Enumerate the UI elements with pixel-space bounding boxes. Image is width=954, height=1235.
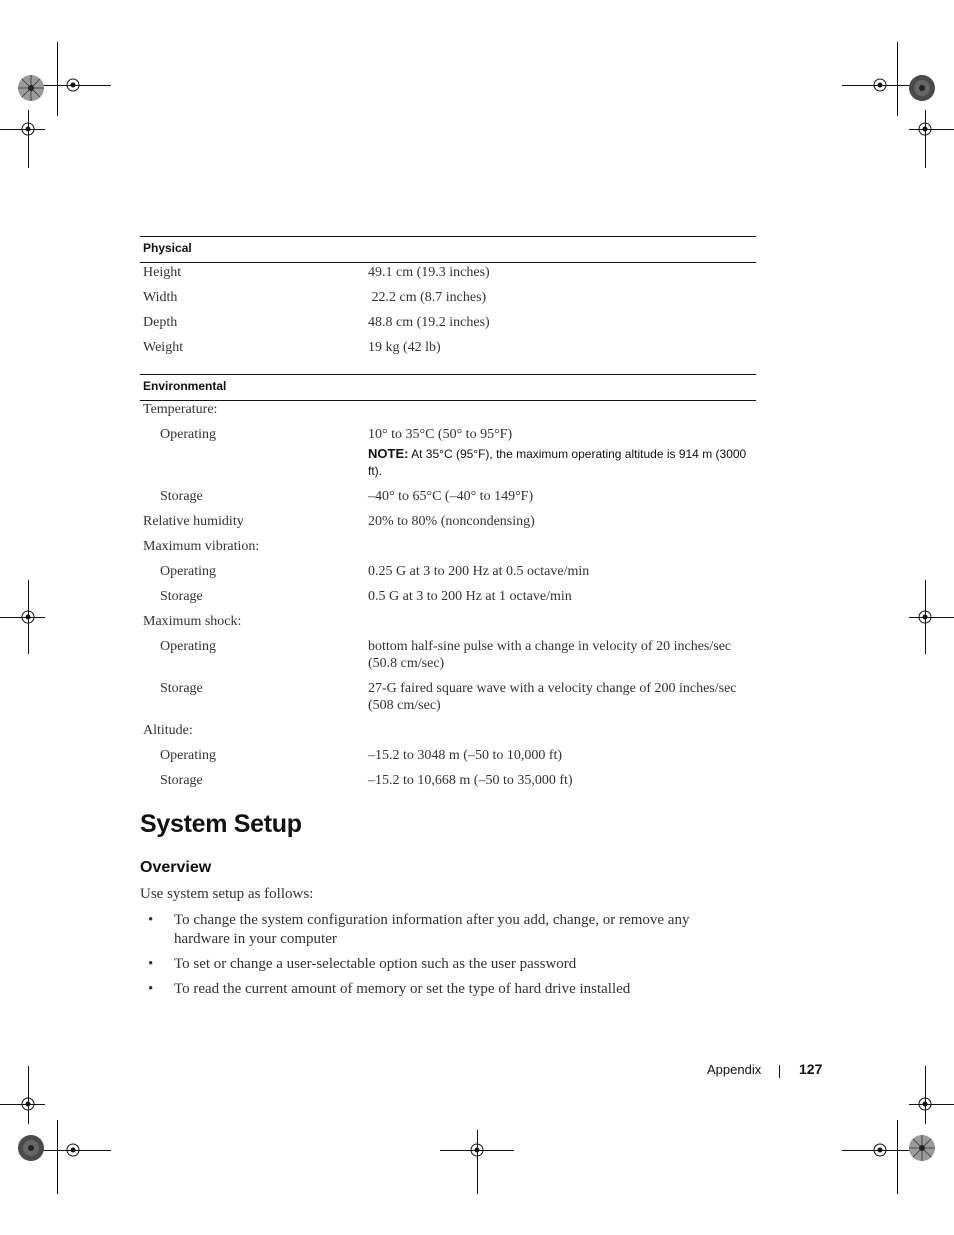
temperature-note [368, 445, 748, 480]
registration-crosshair-icon [65, 1142, 81, 1158]
spec-label: Maximum vibration: [143, 539, 260, 554]
spec-label: Width [143, 290, 178, 305]
registration-crosshair-icon [20, 609, 36, 625]
spec-value: –15.2 to 10,668 m (–50 to 35,000 ft) [368, 773, 573, 788]
environmental-heading: Environmental [143, 379, 227, 393]
spec-value: bottom half-sine pulse with a change in velocity of 20 inches/sec (50.8 cm/sec) [368, 639, 732, 671]
bullet-icon: • [148, 981, 154, 997]
spec-value: 48.8 cm (19.2 inches) [368, 315, 490, 330]
spec-value: 10° to 35°C (50° to 95°F) [368, 427, 513, 442]
spec-label: Relative humidity [143, 514, 244, 529]
footer-section-name: Appendix [707, 1062, 762, 1077]
spec-label: Height [143, 265, 182, 280]
spec-value: –40° to 65°C (–40° to 149°F) [368, 489, 534, 504]
registration-crosshair-icon [872, 77, 888, 93]
spec-label: Storage [160, 681, 203, 696]
list-item-text: To read the current amount of memory or set the type of hard drive installed [174, 981, 631, 997]
spec-label: Storage [160, 773, 203, 788]
color-rosette-icon [908, 74, 936, 102]
registration-crosshair-icon [65, 77, 81, 93]
spec-value: 19 kg (42 lb) [368, 340, 441, 355]
bullet-icon: • [148, 956, 154, 972]
registration-crosshair-icon [20, 121, 36, 137]
spec-label: Operating [160, 748, 216, 763]
registration-crosshair-icon [20, 1096, 36, 1112]
color-rosette-icon [17, 1134, 45, 1162]
spec-value: 27-G faired square wave with a velocity change of 200 inches/sec (508 cm/sec) [368, 681, 737, 713]
spec-value: –15.2 to 3048 m (–50 to 10,000 ft) [368, 748, 563, 763]
environmental-section-header [140, 374, 756, 401]
spec-label: Weight [143, 340, 184, 355]
bullet-icon: • [148, 912, 154, 928]
spec-label: Temperature: [143, 402, 218, 417]
registration-crosshair-icon [917, 1096, 933, 1112]
spec-label: Depth [143, 315, 178, 330]
subsection-title: Overview [140, 859, 212, 876]
note-text: At 35°C (95°F), the maximum operating altitude is 914 m (3000 ft). [368, 447, 747, 478]
section-title: System Setup [140, 810, 302, 838]
spec-label: Storage [160, 589, 203, 604]
spec-label: Operating [160, 639, 216, 654]
note-label: NOTE: [368, 446, 409, 461]
color-rosette-icon [908, 1134, 936, 1162]
spec-label: Operating [160, 427, 216, 442]
color-rosette-icon [17, 74, 45, 102]
spec-value: 22.2 cm (8.7 inches) [368, 290, 487, 305]
physical-section-header [140, 236, 756, 263]
spec-value: 49.1 cm (19.3 inches) [368, 265, 490, 280]
spec-label: Operating [160, 564, 216, 579]
spec-value: 0.25 G at 3 to 200 Hz at 0.5 octave/min [368, 564, 590, 579]
intro-text: Use system setup as follows: [140, 886, 314, 902]
registration-crosshair-icon [917, 609, 933, 625]
footer-divider [779, 1065, 780, 1078]
spec-value: 0.5 G at 3 to 200 Hz at 1 octave/min [368, 589, 572, 604]
registration-crosshair-icon [469, 1142, 485, 1158]
list-item-text: To set or change a user-selectable option such as the user password [174, 956, 577, 972]
spec-label: Maximum shock: [143, 614, 242, 629]
page-number: 127 [799, 1061, 823, 1077]
registration-crosshair-icon [917, 121, 933, 137]
physical-heading: Physical [143, 241, 192, 255]
spec-label: Altitude: [143, 723, 193, 738]
registration-crosshair-icon [872, 1142, 888, 1158]
list-item-text: To change the system configuration information after you add, change, or remove any hardware in your computer [174, 912, 690, 947]
spec-label: Storage [160, 489, 203, 504]
spec-value: 20% to 80% (noncondensing) [368, 514, 535, 529]
